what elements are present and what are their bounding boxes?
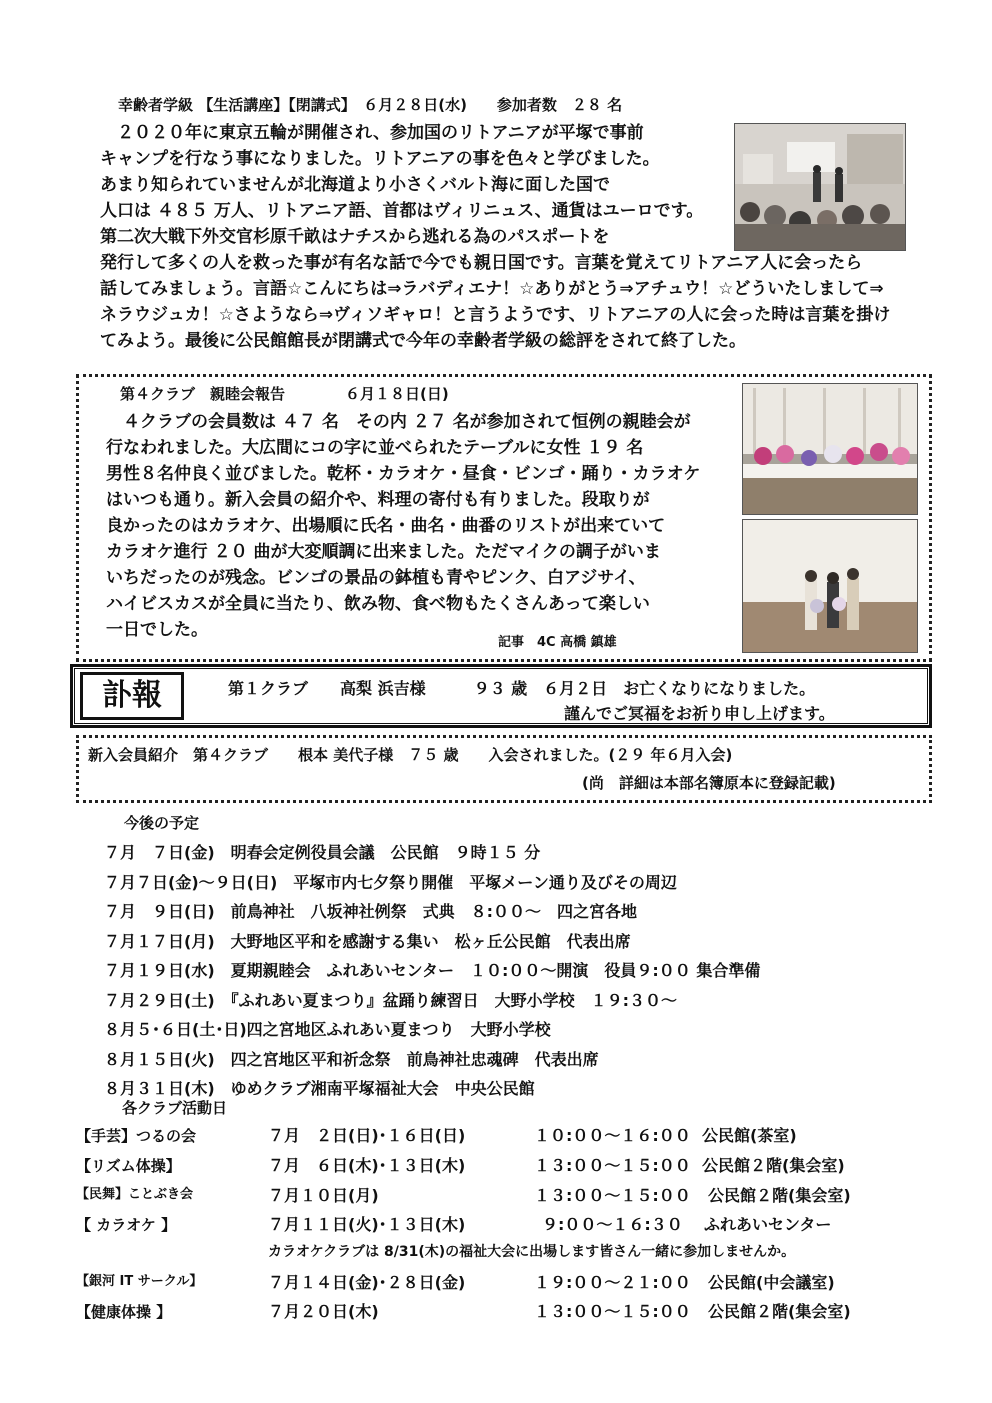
clubs-heading: 各クラブ活動日 bbox=[122, 1099, 228, 1117]
section1-line: 発行して多くの人を救った事が有名な話で今でも親日国です。言葉を覚えてリトアニア人に会ったら bbox=[100, 253, 863, 273]
section2-heading: 第４クラブ 親睦会報告 ６月１８日(日) bbox=[120, 385, 449, 403]
club-time: １０:００～１６:００ bbox=[534, 1126, 691, 1145]
schedule-heading: 今後の予定 bbox=[124, 814, 200, 832]
schedule-item: ７月 ７日(金) 明春会定例役員会議 公民館 ９時１５ 分 bbox=[104, 843, 541, 862]
section2-line: はいつも通り。新入会員の紹介や、料理の寄付も有りました。段取りが bbox=[106, 490, 650, 510]
club-place: 公民館(茶室) bbox=[702, 1126, 797, 1145]
section2-line: 良かったのはカラオケ、出場順に氏名・曲名・曲番のリストが出来ていて bbox=[106, 516, 666, 536]
club-place: 公民館２階(集会室) bbox=[708, 1186, 851, 1205]
schedule-item: ７月１７日(月) 大野地区平和を感謝する集い 松ヶ丘公民館 代表出席 bbox=[104, 931, 631, 951]
section2-line: 一日でした。 bbox=[106, 620, 208, 640]
club-name: 【リズム体操】 bbox=[76, 1157, 181, 1175]
schedule-item: ７月２９日(土) 『ふれあい夏まつり』盆踊り練習日 大野小学校 １９:３０～ bbox=[104, 990, 678, 1010]
club-name: 【手芸】つるの会 bbox=[76, 1127, 197, 1145]
schedule-item: ８月３１日(木) ゆめクラブ湘南平塚福祉大会 中央公民館 bbox=[104, 1079, 535, 1098]
obituary-line2: 謹んでご冥福をお祈り申し上げます。 bbox=[564, 704, 835, 723]
section1-line: 人口は ４８５ 万人、リトアニア語、首都はヴィリニュス、通貨はユーロです。 bbox=[100, 201, 704, 221]
schedule-item: ８月１５日(火) 四之宮地区平和祈念祭 前鳥神社忠魂碑 代表出席 bbox=[104, 1049, 599, 1069]
section2-line: いちだったのが残念。ビンゴの景品の鉢植も青やピンク、白アジサイ、 bbox=[106, 568, 646, 588]
club-name: 【健康体操 】 bbox=[76, 1303, 172, 1321]
section2-line: ハイビスカスが全員に当たり、飲み物、食べ物もたくさんあって楽しい bbox=[106, 594, 650, 614]
club-place: 公民館２階(集会室) bbox=[708, 1302, 851, 1321]
schedule-item: ７月７日(金)～９日(日) 平塚市内七夕祭り開催 平塚メーン通り及びその周辺 bbox=[104, 872, 677, 892]
club-time: １３:００～１５:００ bbox=[534, 1186, 691, 1205]
section1-line: てみよう。最後に公民館館長が閉講式で今年の幸齢者学級の総評をされて終了した。 bbox=[100, 331, 746, 351]
schedule-item: ７月 ９日(日) 前鳥神社 八坂神社例祭 式典 ８:００～ 四之宮各地 bbox=[104, 902, 638, 921]
club-place: ふれあいセンター bbox=[704, 1215, 832, 1234]
club-date: ７月２０日(木) bbox=[268, 1302, 379, 1321]
obituary-label-box bbox=[80, 672, 184, 720]
section2-line: カラオケ進行 ２０ 曲が大変順調に出来ました。ただマイクの調子がいま bbox=[106, 542, 661, 562]
section1-line: ２０２０年に東京五輪が開催され、参加国のリトアニアが平塚で事前 bbox=[100, 123, 644, 143]
new-member-line2: (尚 詳細は本部名簿原本に登録記載) bbox=[582, 774, 836, 792]
party-flowers-photo bbox=[742, 383, 918, 515]
section2-body bbox=[106, 409, 700, 643]
club-date: ７月１１日(火)･１３日(木) bbox=[268, 1215, 466, 1234]
section1-line: キャンプを行なう事になりました。リトアニアの事を色々と学びました。 bbox=[100, 149, 660, 169]
club-name: 【 カラオケ 】 bbox=[76, 1216, 177, 1234]
karaoke-note: カラオケクラブは 8/31(木)の福祉大会に出場します皆さん一緒に参加しませんか。 bbox=[268, 1244, 796, 1260]
section2-line: 男性８名仲良く並びました。乾杯・カラオケ・昼食・ビンゴ・踊り・カラオケ bbox=[106, 464, 701, 484]
club-date: ７月 ２日(日)･１６日(日) bbox=[268, 1126, 466, 1145]
schedule-list bbox=[104, 838, 760, 1104]
club-date: ７月１４日(金)･２８日(金) bbox=[268, 1273, 466, 1292]
club-time: ９:００～１６:３０ bbox=[542, 1215, 683, 1234]
section1-line: 話してみましょう。言語☆こんにちは⇒ラバディエナ！☆ありがとう⇒アチュウ！☆どういたしまして⇒ bbox=[100, 279, 884, 299]
club-name: 【民舞】ことぶき会 bbox=[76, 1187, 194, 1202]
party-group-photo bbox=[742, 519, 918, 653]
section2-line: ４クラブの会員数は ４７ 名 その内 ２７ 名が参加されて恒例の親睦会が bbox=[106, 412, 691, 432]
schedule-item: ８月５･６日(土･日)四之宮地区ふれあい夏まつり 大野小学校 bbox=[104, 1020, 551, 1039]
schedule-item: ７月１９日(水) 夏期親睦会 ふれあいセンター １０:００～開演 役員９:００ 集合準備 bbox=[104, 961, 761, 980]
lecture-photo bbox=[734, 123, 906, 251]
obituary-label: 訃報 bbox=[102, 678, 162, 713]
club-date: ７月１０日(月) bbox=[268, 1186, 379, 1205]
club-time: １９:００～２１:００ bbox=[534, 1273, 691, 1292]
section1-line: 第二次大戦下外交官杉原千畝はナチスから逃れる為のパスポートを bbox=[100, 227, 610, 247]
section2-byline: 記事 4C 高橋 鎮雄 bbox=[498, 635, 617, 650]
club-place: 公民館２階(集会室) bbox=[702, 1156, 845, 1175]
obituary-line1: 第１クラブ 高梨 浜吉様 ９３ 歳 ６月２日 お亡くなりになりました。 bbox=[228, 679, 816, 698]
section2-line: 行なわれました。大広間にコの字に並べられたテーブルに女性 １９ 名 bbox=[106, 438, 644, 458]
club-time: １３:００～１５:００ bbox=[534, 1302, 691, 1321]
club-name: 【銀河 IT サークル】 bbox=[76, 1274, 203, 1289]
club-time: １３:００～１５:００ bbox=[534, 1156, 691, 1175]
club-date: ７月 ６日(木)･１３日(木) bbox=[268, 1156, 466, 1175]
new-member-line1: 新入会員紹介 第４クラブ 根本 美代子様 ７５ 歳 入会されました。(２９ 年６月入会) bbox=[88, 746, 733, 764]
section1-line: ネラウジュカ！☆さようなら⇒ヴィソギャロ！と言うようです、リトアニアの人に会った時は言葉を掛け bbox=[100, 305, 891, 325]
section1-line: あまり知られていませんが北海道より小さくバルト海に面した国で bbox=[100, 175, 610, 195]
club-place: 公民館(中会議室) bbox=[708, 1273, 835, 1292]
section1-heading: 幸齢者学級 【生活講座】【閉講式】 ６月２８日(水) 参加者数 ２８ 名 bbox=[118, 96, 623, 114]
